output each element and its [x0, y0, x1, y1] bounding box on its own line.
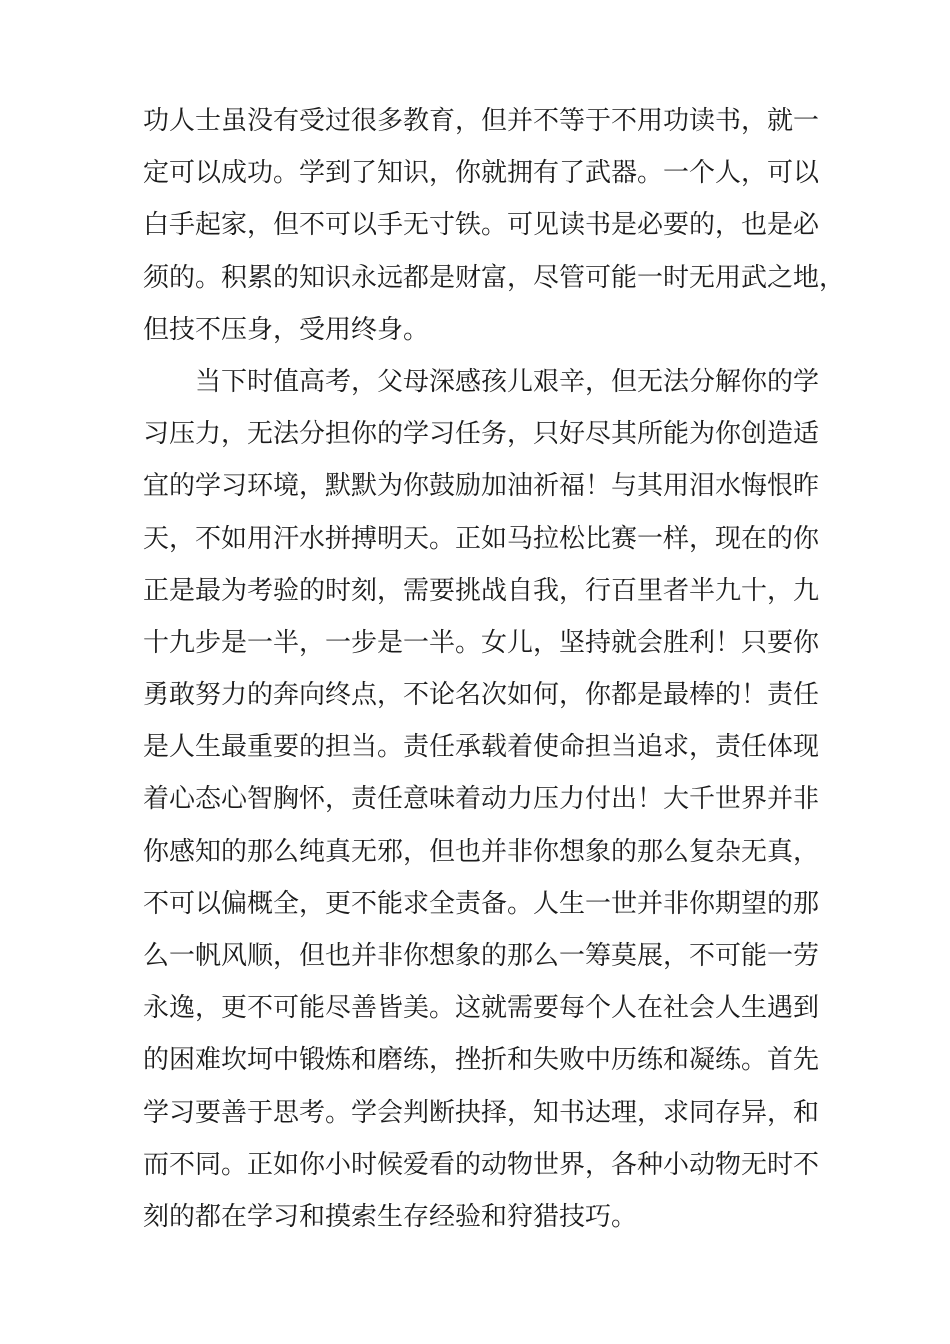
- text-line: 天，不如用汗水拼搏明天。正如马拉松比赛一样，现在的你: [143, 523, 820, 554]
- text-line: 学习要善于思考。学会判断抉择，知书达理，求同存异，和: [143, 1097, 820, 1128]
- text-line: 当下时值高考，父母深感孩儿艰辛，但无法分解你的学: [195, 366, 820, 397]
- text-line: 白手起家，但不可以手无寸铁。可见读书是必要的，也是必: [143, 210, 820, 241]
- text-line: 须的。积累的知识永远都是财富，尽管可能一时无用武之地，: [143, 262, 846, 293]
- paragraph-2: [143, 356, 820, 1243]
- text-line: 功人士虽没有受过很多教育，但并不等于不用功读书，就一: [143, 106, 820, 136]
- text-line: 你感知的那么纯真无邪，但也并非你想象的那么复杂无真，: [143, 836, 820, 867]
- text-line: 正是最为考验的时刻，需要挑战自我，行百里者半九十，九: [143, 575, 820, 606]
- text-line: 的困难坎坷中锻炼和磨练，挫折和失败中历练和凝练。首先: [143, 1045, 820, 1076]
- document-body: [143, 95, 846, 1243]
- text-line: 而不同。正如你小时候爱看的动物世界，各种小动物无时不: [143, 1149, 820, 1180]
- text-line: 永逸，更不可能尽善皆美。这就需要每个人在社会人生遇到: [143, 993, 820, 1024]
- text-line: 不可以偏概全，更不能求全责备。人生一世并非你期望的那: [143, 888, 820, 919]
- text-line: 定可以成功。学到了知识，你就拥有了武器。一个人，可以: [143, 158, 820, 189]
- text-line: 么一帆风顺，但也并非你想象的那么一筹莫展，不可能一劳: [143, 941, 820, 971]
- paragraph-1: [143, 95, 846, 356]
- text-line: 勇敢努力的奔向终点，不论名次如何，你都是最棒的！责任: [143, 680, 820, 711]
- text-line: 习压力，无法分担你的学习任务，只好尽其所能为你创造适: [143, 419, 820, 450]
- text-line: 但技不压身，受用终身。: [143, 314, 430, 345]
- text-line: 刻的都在学习和摸索生存经验和狩猎技巧。: [143, 1201, 638, 1232]
- text-line: 着心态心智胸怀，责任意味着动力压力付出！大千世界并非: [143, 784, 820, 815]
- text-line: 宜的学习环境，默默为你鼓励加油祈福！与其用泪水悔恨昨: [143, 471, 820, 502]
- text-line: 十九步是一半，一步是一半。女儿，坚持就会胜利！只要你: [143, 627, 820, 658]
- text-line: 是人生最重要的担当。责任承载着使命担当追求，责任体现: [143, 732, 820, 763]
